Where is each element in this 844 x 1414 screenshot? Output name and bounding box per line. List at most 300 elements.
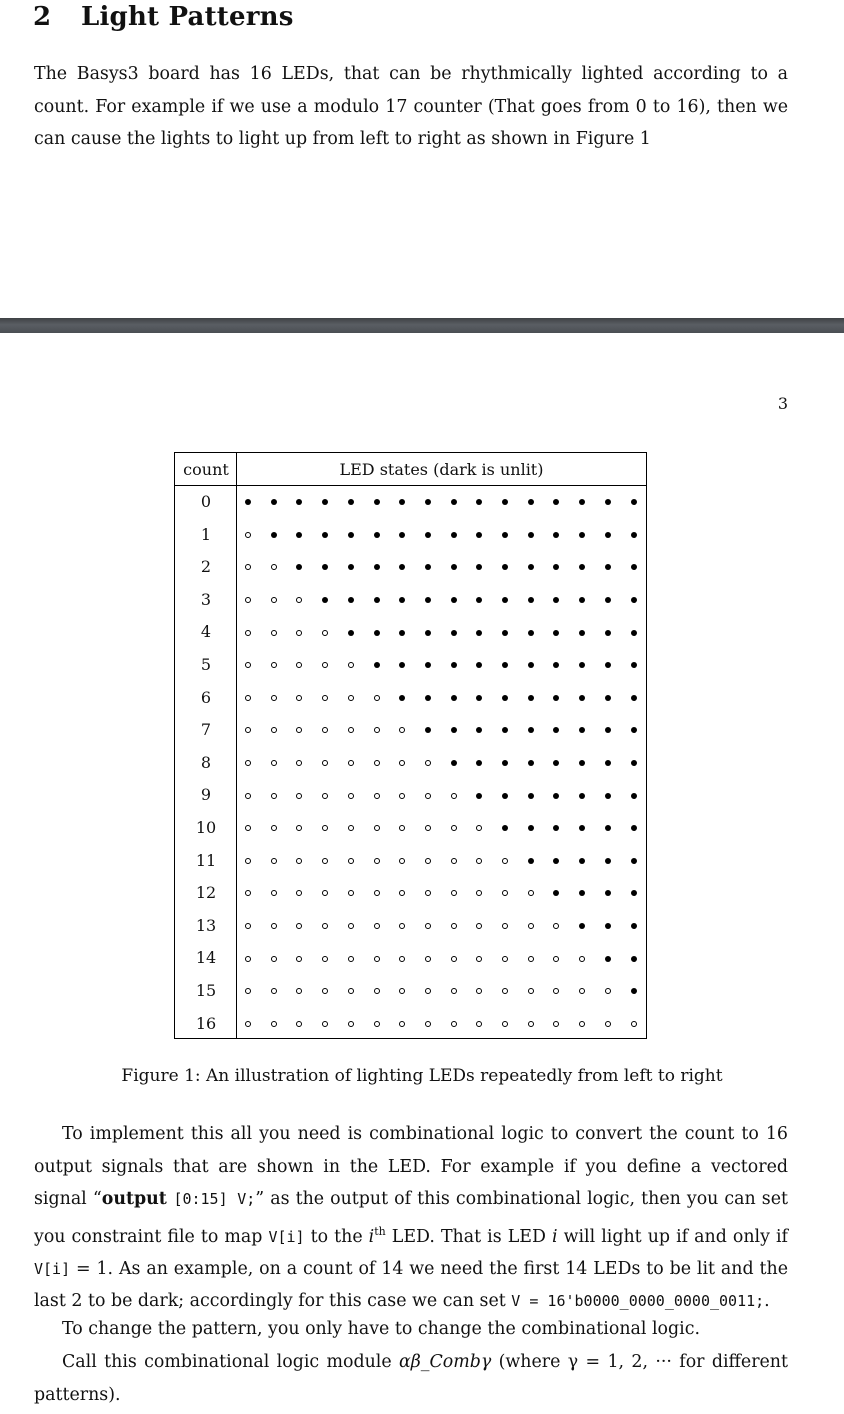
- led-filled-dot: [605, 662, 611, 668]
- led-hollow-dot: [322, 1021, 328, 1027]
- led-hollow-dot: [348, 1021, 354, 1027]
- led-filled-dot: [631, 532, 637, 538]
- led-filled-dot: [476, 630, 482, 636]
- led-hollow-dot: [245, 532, 251, 538]
- led-hollow-dot: [502, 956, 508, 962]
- led-filled-dot: [553, 499, 559, 505]
- led-hollow-dot: [399, 890, 405, 896]
- led-filled-dot: [605, 499, 611, 505]
- led-hollow-dot: [502, 988, 508, 994]
- led-hollow-dot: [399, 988, 405, 994]
- led-filled-dot: [631, 793, 637, 799]
- count-cell: 12: [195, 883, 217, 903]
- led-hollow-dot: [271, 564, 277, 570]
- led-hollow-dot: [296, 923, 302, 929]
- led-filled-dot: [605, 793, 611, 799]
- count-cell: 9: [200, 785, 212, 805]
- led-filled-dot: [476, 499, 482, 505]
- section-title: Light Patterns: [81, 2, 294, 32]
- led-filled-dot: [605, 532, 611, 538]
- led-hollow-dot: [296, 695, 302, 701]
- pattern-change-paragraph: [34, 1313, 788, 1346]
- led-hollow-dot: [476, 825, 482, 831]
- led-hollow-dot: [322, 858, 328, 864]
- led-filled-dot: [348, 564, 354, 570]
- count-cell: 15: [195, 981, 217, 1000]
- led-filled-dot: [631, 630, 637, 636]
- page-top: [0, 0, 844, 318]
- led-hollow-dot: [322, 793, 328, 799]
- led-hollow-dot: [374, 988, 380, 994]
- led-hollow-dot: [322, 630, 328, 636]
- led-hollow-dot: [322, 760, 328, 766]
- led-filled-dot: [605, 630, 611, 636]
- led-filled-dot: [605, 923, 611, 929]
- led-hollow-dot: [374, 858, 380, 864]
- led-hollow-dot: [476, 956, 482, 962]
- led-hollow-dot: [605, 988, 611, 994]
- led-filled-dot: [579, 695, 585, 701]
- led-filled-dot: [631, 923, 637, 929]
- led-hollow-dot: [245, 825, 251, 831]
- led-filled-dot: [553, 858, 559, 864]
- led-filled-dot: [553, 793, 559, 799]
- led-filled-dot: [631, 988, 637, 994]
- led-hollow-dot: [245, 890, 251, 896]
- module-name: αβ_Combγ: [398, 1352, 492, 1372]
- led-filled-dot: [553, 662, 559, 668]
- led-filled-dot: [631, 597, 637, 603]
- led-filled-dot: [476, 793, 482, 799]
- led-filled-dot: [605, 956, 611, 962]
- led-hollow-dot: [399, 825, 405, 831]
- led-hollow-dot: [245, 564, 251, 570]
- count-cell: 0: [200, 492, 212, 511]
- led-hollow-dot: [579, 988, 585, 994]
- led-hollow-dot: [271, 956, 277, 962]
- led-filled-dot: [528, 727, 534, 733]
- led-filled-dot: [631, 760, 637, 766]
- led-hollow-dot: [451, 988, 457, 994]
- led-filled-dot: [348, 630, 354, 636]
- led-hollow-dot: [399, 760, 405, 766]
- led-hollow-dot: [374, 760, 380, 766]
- led-filled-dot: [348, 597, 354, 603]
- led-filled-dot: [605, 695, 611, 701]
- led-filled-dot: [502, 662, 508, 668]
- led-hollow-dot: [425, 760, 431, 766]
- led-filled-dot: [374, 662, 380, 668]
- led-filled-dot: [528, 695, 534, 701]
- implementation-paragraph: [34, 1118, 788, 1318]
- table-row: [175, 812, 646, 845]
- led-hollow-dot: [399, 923, 405, 929]
- led-hollow-dot: [348, 825, 354, 831]
- led-hollow-dot: [553, 988, 559, 994]
- led-filled-dot: [553, 727, 559, 733]
- led-hollow-dot: [528, 923, 534, 929]
- table-row: [175, 519, 646, 552]
- code-v-assign: V = 16'b0000_0000_0000_0011;: [511, 1292, 765, 1311]
- led-filled-dot: [296, 564, 302, 570]
- led-filled-dot: [322, 499, 328, 505]
- led-hollow-dot: [245, 923, 251, 929]
- led-filled-dot: [425, 597, 431, 603]
- led-hollow-dot: [476, 890, 482, 896]
- led-hollow-dot: [348, 662, 354, 668]
- table-row: [175, 714, 646, 747]
- text-segment: = 1. As an example, on a count of 14 we need the first 14 LEDs to be lit and the last 2 to be dark; accordingly for this case we can set: [34, 1258, 788, 1312]
- superscript-th: th: [374, 1224, 386, 1238]
- led-filled-dot: [631, 890, 637, 896]
- led-hollow-dot: [322, 825, 328, 831]
- led-hollow-dot: [296, 1021, 302, 1027]
- led-filled-dot: [476, 597, 482, 603]
- led-filled-dot: [553, 597, 559, 603]
- led-filled-dot: [502, 564, 508, 570]
- table-row: [175, 1008, 646, 1041]
- table-row: [175, 747, 646, 780]
- led-hollow-dot: [296, 597, 302, 603]
- led-filled-dot: [605, 597, 611, 603]
- led-filled-dot: [553, 825, 559, 831]
- led-hollow-dot: [425, 956, 431, 962]
- led-hollow-dot: [631, 1021, 637, 1027]
- led-filled-dot: [502, 760, 508, 766]
- table-row: [175, 616, 646, 649]
- led-filled-dot: [425, 630, 431, 636]
- led-filled-dot: [528, 499, 534, 505]
- led-filled-dot: [271, 532, 277, 538]
- led-hollow-dot: [425, 1021, 431, 1027]
- led-filled-dot: [579, 890, 585, 896]
- led-hollow-dot: [271, 890, 277, 896]
- led-hollow-dot: [245, 956, 251, 962]
- led-hollow-dot: [348, 727, 354, 733]
- table-row: [175, 975, 646, 1008]
- led-hollow-dot: [322, 695, 328, 701]
- count-cell: 10: [195, 818, 217, 837]
- led-hollow-dot: [296, 727, 302, 733]
- math-i: i: [551, 1226, 558, 1247]
- count-cell: 3: [200, 589, 212, 609]
- text-segment: to the: [304, 1226, 369, 1247]
- led-filled-dot: [528, 532, 534, 538]
- count-cell: 7: [200, 720, 212, 740]
- led-filled-dot: [579, 597, 585, 603]
- led-filled-dot: [476, 564, 482, 570]
- led-hollow-dot: [271, 858, 277, 864]
- count-cell: 13: [195, 915, 217, 935]
- page-separator: [0, 318, 844, 333]
- led-filled-dot: [631, 956, 637, 962]
- led-filled-dot: [374, 499, 380, 505]
- led-filled-dot: [605, 825, 611, 831]
- led-hollow-dot: [374, 890, 380, 896]
- led-hollow-dot: [502, 1021, 508, 1027]
- led-filled-dot: [322, 532, 328, 538]
- table-row: [175, 877, 646, 910]
- led-hollow-dot: [451, 1021, 457, 1027]
- led-filled-dot: [374, 564, 380, 570]
- led-filled-dot: [476, 662, 482, 668]
- figure-caption: Figure 1: An illustration of lighting LEDs repeatedly from left to right: [121, 1066, 723, 1086]
- led-hollow-dot: [553, 923, 559, 929]
- table-row: [175, 584, 646, 617]
- led-hollow-dot: [271, 597, 277, 603]
- led-hollow-dot: [271, 988, 277, 994]
- led-filled-dot: [528, 597, 534, 603]
- text-segment: To change the pattern, you only have to change the combinational logic.: [62, 1319, 700, 1339]
- led-filled-dot: [399, 564, 405, 570]
- led-hollow-dot: [528, 890, 534, 896]
- led-hollow-dot: [528, 988, 534, 994]
- table-row: [175, 551, 646, 584]
- led-filled-dot: [553, 630, 559, 636]
- led-filled-dot: [528, 825, 534, 831]
- count-cell: 5: [200, 655, 212, 674]
- led-filled-dot: [502, 532, 508, 538]
- bold-output: output: [101, 1189, 174, 1209]
- led-hollow-dot: [374, 695, 380, 701]
- text-segment: ” as the output of this combinational logic, then you can set you constraint file to map: [34, 1189, 789, 1247]
- led-filled-dot: [425, 727, 431, 733]
- led-hollow-dot: [425, 793, 431, 799]
- led-hollow-dot: [476, 1021, 482, 1027]
- led-filled-dot: [451, 532, 457, 538]
- led-filled-dot: [553, 532, 559, 538]
- led-filled-dot: [502, 695, 508, 701]
- led-state-table: [174, 452, 647, 1039]
- header-led-states: LED states (dark is unlit): [339, 460, 544, 479]
- led-filled-dot: [553, 760, 559, 766]
- count-cell: 14: [195, 948, 217, 968]
- led-filled-dot: [553, 695, 559, 701]
- led-filled-dot: [553, 890, 559, 896]
- led-hollow-dot: [271, 630, 277, 636]
- led-filled-dot: [605, 760, 611, 766]
- led-hollow-dot: [399, 793, 405, 799]
- led-hollow-dot: [245, 597, 251, 603]
- module-name-paragraph: [34, 1346, 788, 1411]
- led-hollow-dot: [374, 1021, 380, 1027]
- led-hollow-dot: [425, 988, 431, 994]
- led-hollow-dot: [245, 793, 251, 799]
- led-filled-dot: [579, 532, 585, 538]
- led-hollow-dot: [502, 890, 508, 896]
- text-segment: (where γ = 1, 2, ··· for different patterns).: [34, 1352, 788, 1405]
- led-filled-dot: [579, 825, 585, 831]
- led-filled-dot: [528, 760, 534, 766]
- led-filled-dot: [271, 499, 277, 505]
- count-cell: 1: [200, 524, 212, 544]
- led-filled-dot: [579, 727, 585, 733]
- led-hollow-dot: [296, 890, 302, 896]
- led-hollow-dot: [374, 793, 380, 799]
- led-filled-dot: [631, 727, 637, 733]
- led-hollow-dot: [322, 956, 328, 962]
- led-filled-dot: [399, 597, 405, 603]
- led-filled-dot: [374, 597, 380, 603]
- led-hollow-dot: [451, 890, 457, 896]
- led-filled-dot: [451, 597, 457, 603]
- led-hollow-dot: [271, 793, 277, 799]
- math-i: i: [368, 1226, 375, 1247]
- led-filled-dot: [348, 532, 354, 538]
- led-hollow-dot: [245, 760, 251, 766]
- led-hollow-dot: [271, 760, 277, 766]
- led-filled-dot: [245, 499, 251, 505]
- led-hollow-dot: [348, 695, 354, 701]
- led-hollow-dot: [296, 858, 302, 864]
- led-hollow-dot: [553, 956, 559, 962]
- led-hollow-dot: [296, 988, 302, 994]
- table-row: [175, 910, 646, 943]
- led-filled-dot: [451, 727, 457, 733]
- led-hollow-dot: [425, 890, 431, 896]
- led-filled-dot: [451, 564, 457, 570]
- led-hollow-dot: [296, 662, 302, 668]
- led-filled-dot: [579, 499, 585, 505]
- led-filled-dot: [425, 662, 431, 668]
- led-filled-dot: [502, 597, 508, 603]
- code-output-decl: [0:15] V;: [173, 1190, 256, 1208]
- led-filled-dot: [502, 793, 508, 799]
- led-filled-dot: [322, 564, 328, 570]
- led-filled-dot: [631, 825, 637, 831]
- led-filled-dot: [425, 499, 431, 505]
- led-hollow-dot: [322, 662, 328, 668]
- led-filled-dot: [399, 630, 405, 636]
- led-hollow-dot: [296, 793, 302, 799]
- led-hollow-dot: [425, 858, 431, 864]
- code-vi: V[i]: [268, 1227, 305, 1246]
- led-hollow-dot: [605, 1021, 611, 1027]
- led-hollow-dot: [579, 1021, 585, 1027]
- led-hollow-dot: [502, 923, 508, 929]
- led-filled-dot: [451, 695, 457, 701]
- section-number: 2: [33, 2, 52, 32]
- text-segment: .: [764, 1291, 770, 1312]
- led-hollow-dot: [451, 956, 457, 962]
- led-hollow-dot: [348, 793, 354, 799]
- table-header: [175, 453, 646, 486]
- led-hollow-dot: [245, 727, 251, 733]
- led-filled-dot: [579, 662, 585, 668]
- led-filled-dot: [502, 499, 508, 505]
- led-hollow-dot: [399, 858, 405, 864]
- led-hollow-dot: [399, 1021, 405, 1027]
- led-filled-dot: [502, 825, 508, 831]
- table-row: [175, 845, 646, 878]
- led-filled-dot: [476, 532, 482, 538]
- led-filled-dot: [528, 793, 534, 799]
- led-hollow-dot: [348, 890, 354, 896]
- count-cell: 16: [195, 1013, 217, 1033]
- text-segment: Call this combinational logic module: [62, 1352, 399, 1372]
- led-filled-dot: [605, 858, 611, 864]
- led-filled-dot: [579, 760, 585, 766]
- count-cell: 8: [200, 752, 212, 772]
- led-filled-dot: [528, 662, 534, 668]
- led-filled-dot: [451, 630, 457, 636]
- led-filled-dot: [605, 564, 611, 570]
- led-hollow-dot: [348, 956, 354, 962]
- led-hollow-dot: [348, 760, 354, 766]
- led-filled-dot: [631, 695, 637, 701]
- led-filled-dot: [631, 662, 637, 668]
- led-filled-dot: [528, 630, 534, 636]
- led-hollow-dot: [451, 858, 457, 864]
- led-filled-dot: [605, 727, 611, 733]
- led-hollow-dot: [296, 760, 302, 766]
- led-hollow-dot: [528, 1021, 534, 1027]
- led-filled-dot: [399, 499, 405, 505]
- led-filled-dot: [296, 532, 302, 538]
- led-hollow-dot: [322, 988, 328, 994]
- led-hollow-dot: [296, 825, 302, 831]
- led-hollow-dot: [271, 923, 277, 929]
- page-number: 3: [777, 394, 788, 413]
- led-hollow-dot: [399, 956, 405, 962]
- table-row: [175, 649, 646, 682]
- led-hollow-dot: [502, 858, 508, 864]
- text-segment: To implement this all you need is combinational logic to convert the count to 16 output signals that are shown in the LED. For example if you define a vectored signal “: [34, 1124, 788, 1209]
- led-filled-dot: [322, 597, 328, 603]
- header-count: count: [183, 460, 229, 479]
- led-hollow-dot: [374, 956, 380, 962]
- led-filled-dot: [451, 662, 457, 668]
- led-hollow-dot: [271, 727, 277, 733]
- led-hollow-dot: [245, 858, 251, 864]
- led-hollow-dot: [451, 825, 457, 831]
- table-row: [175, 779, 646, 812]
- led-hollow-dot: [425, 923, 431, 929]
- led-filled-dot: [425, 695, 431, 701]
- led-hollow-dot: [296, 956, 302, 962]
- led-hollow-dot: [476, 858, 482, 864]
- led-filled-dot: [528, 564, 534, 570]
- led-hollow-dot: [476, 988, 482, 994]
- led-filled-dot: [579, 793, 585, 799]
- led-hollow-dot: [245, 695, 251, 701]
- led-filled-dot: [605, 890, 611, 896]
- led-filled-dot: [296, 499, 302, 505]
- led-hollow-dot: [399, 727, 405, 733]
- led-filled-dot: [476, 727, 482, 733]
- led-filled-dot: [374, 532, 380, 538]
- led-hollow-dot: [374, 825, 380, 831]
- led-filled-dot: [579, 564, 585, 570]
- led-hollow-dot: [451, 793, 457, 799]
- led-hollow-dot: [245, 630, 251, 636]
- led-hollow-dot: [322, 890, 328, 896]
- led-hollow-dot: [425, 825, 431, 831]
- count-cell: 4: [200, 622, 212, 642]
- count-cell: 11: [195, 850, 217, 870]
- led-filled-dot: [399, 532, 405, 538]
- led-hollow-dot: [374, 923, 380, 929]
- led-filled-dot: [348, 499, 354, 505]
- led-filled-dot: [631, 499, 637, 505]
- led-hollow-dot: [271, 1021, 277, 1027]
- led-hollow-dot: [374, 727, 380, 733]
- led-filled-dot: [579, 858, 585, 864]
- text-segment: will light up if and only if: [557, 1226, 788, 1247]
- led-hollow-dot: [553, 1021, 559, 1027]
- led-filled-dot: [502, 630, 508, 636]
- section-heading: [33, 2, 294, 32]
